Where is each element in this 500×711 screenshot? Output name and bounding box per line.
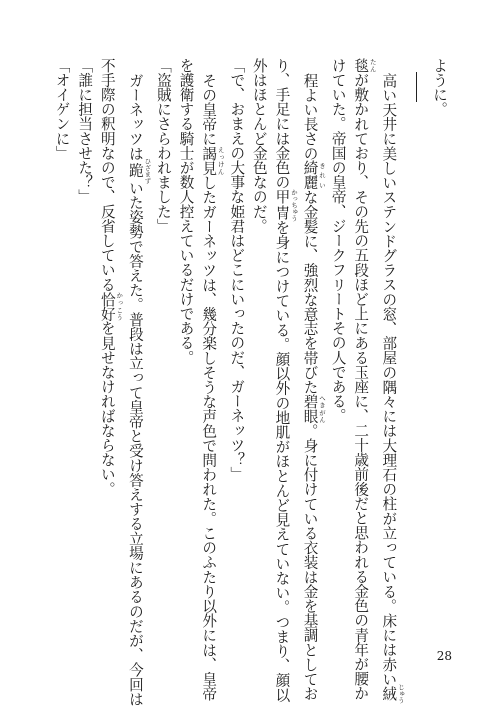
ruby-annotated-word <box>273 188 298 222</box>
ruby-annotated-word <box>301 160 327 190</box>
text-segment: 高い天井に美しいステンドグラスの窓、部屋の隅々には大理石の柱が立っている。床には赤い <box>380 72 398 686</box>
text-line <box>151 58 174 658</box>
text-line-content: けていた。帝国の皇帝、ジークフリートその人である。 <box>329 58 347 423</box>
ruby-base: 碧眼 <box>301 393 319 424</box>
text-segment: が敷かれており、その先の五段ほど上にある玉座に、二十歳前後だと思われる金色の青年が腰か <box>352 72 370 701</box>
ruby-base: 綺麗 <box>301 160 319 190</box>
text-line-content: 「で、おまえの大事な姫君はどこにいったのだ、ガーネッツ？」 <box>228 58 246 482</box>
ruby-base: 跪 <box>126 157 144 184</box>
text-line <box>377 58 405 703</box>
ruby-reading: かっこう <box>115 291 124 321</box>
text-line <box>95 58 123 658</box>
ruby-annotated-word <box>301 393 327 424</box>
ruby-base: 甲冑 <box>273 188 291 222</box>
text-segment: 不手際の釈明なので、反省している <box>98 58 116 292</box>
text-line-content: ように。 <box>431 58 448 117</box>
text-line <box>326 58 349 658</box>
ruby-reading: かっちゅう <box>289 188 298 222</box>
text-segment: 。身に付けている衣装は金を基調としてお <box>301 423 319 701</box>
text-line-content: 「誰に担当させた？」 <box>76 58 94 204</box>
ruby-reading: たん <box>368 58 377 73</box>
text-line <box>270 58 298 703</box>
text-segment: を身につけている。顔以外の地肌がほとんど見えていない。つまり、顔以 <box>273 220 291 703</box>
ruby-annotated-word <box>200 145 225 175</box>
text-line <box>174 58 197 658</box>
scene-break-bar <box>416 72 417 102</box>
text-line-content: 「オイゲンに」 <box>53 58 71 161</box>
ruby-annotated-word <box>126 157 152 184</box>
text-line <box>197 58 225 701</box>
ruby-reading: へきがん <box>318 393 327 423</box>
ruby-base: 毯 <box>352 58 370 73</box>
text-line <box>225 58 248 658</box>
ruby-reading: きれい <box>318 160 327 190</box>
ruby-base: 絨 <box>380 683 398 703</box>
page-number: 28 <box>436 649 452 663</box>
ruby-base: 恰好 <box>98 291 116 321</box>
text-segment: その皇帝に <box>200 72 218 146</box>
text-segment: したガーネッツは、幾分楽しそうな声色で問われた。このふたり以外には、皇帝 <box>200 174 218 701</box>
text-line-content: 外はほとんど金色なのだ。 <box>250 58 268 234</box>
text-line <box>50 58 73 658</box>
ruby-reading: えっけん <box>216 145 225 175</box>
text-line <box>73 58 96 658</box>
text-segment: り、手足には金色の <box>273 58 291 190</box>
text-segment: な金髪に、強烈な意志を帯びた <box>301 189 319 394</box>
text-line <box>349 58 377 701</box>
ruby-base: 謁見 <box>200 145 218 175</box>
ruby-annotated-word <box>380 683 405 703</box>
ruby-annotated-word <box>352 58 377 73</box>
text-line-content: 「盗賊にさらわれました」 <box>154 58 172 234</box>
text-line <box>247 58 270 658</box>
ruby-reading: じゅう <box>396 683 405 703</box>
text-segment: いた姿勢で答えた。普段は立って皇帝と受け答えする立場にあるのだが、今回は <box>126 180 144 706</box>
text-line-content: を護衛する騎士が数人控えているだけである。 <box>177 58 195 365</box>
text-segment: を見せなければならない。 <box>98 320 116 497</box>
ruby-annotated-word <box>98 291 124 321</box>
text-line <box>298 58 327 701</box>
ruby-reading: ひざまず <box>143 157 152 184</box>
text-segment: 程よい長さの <box>301 72 319 161</box>
text-line <box>427 58 450 658</box>
text-line <box>123 58 152 706</box>
text-segment: ガーネッツは <box>126 72 144 161</box>
scene-break-rule <box>405 58 428 658</box>
vertical-text-body <box>50 58 450 706</box>
